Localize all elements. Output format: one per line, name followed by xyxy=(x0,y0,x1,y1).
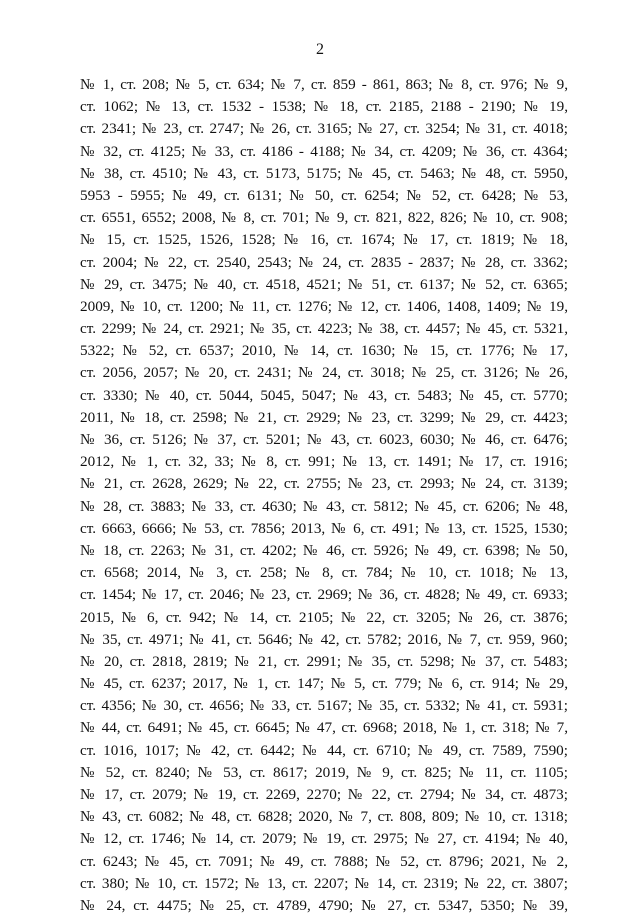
text-line: № 24, ст. 4475; № 25, ст. 4789, 4790; № 27, ст. 5347, 5350; № 39, xyxy=(80,896,568,914)
text-line: 5953 - 5955; № 49, ст. 6131; № 50, ст. 6254; № 52, ст. 6428; № 53, xyxy=(80,186,568,204)
text-line: 5322; № 52, ст. 6537; 2010, № 14, ст. 1630; № 15, ст. 1776; № 17, xyxy=(80,342,568,360)
text-line: ст. 380; № 10, ст. 1572; № 13, ст. 2207; № 14, ст. 2319; № 22, ст. 3807; xyxy=(80,874,568,892)
text-line: 2009, № 10, ст. 1200; № 11, ст. 1276; № 12, ст. 1406, 1408, 1409; № 19, xyxy=(80,297,568,315)
text-line: ст. 1062; № 13, ст. 1532 - 1538; № 18, ст. 2185, 2188 - 2190; № 19, xyxy=(80,98,568,116)
text-line: № 36, ст. 5126; № 37, ст. 5201; № 43, ст. 6023, 6030; № 46, ст. 6476; xyxy=(80,431,568,448)
text-line: № 45, ст. 6237; 2017, № 1, ст. 147; № 5, ст. 779; № 6, ст. 914; № 29, xyxy=(80,675,568,693)
text-line: № 15, ст. 1525, 1526, 1528; № 16, ст. 1674; № 17, ст. 1819; № 18, xyxy=(80,231,568,249)
text-line: № 21, ст. 2628, 2629; № 22, ст. 2755; № 23, ст. 2993; № 24, ст. 3139; xyxy=(80,475,568,493)
text-line: № 28, ст. 3883; № 33, ст. 4630; № 43, ст. 5812; № 45, ст. 6206; № 48, xyxy=(80,497,568,515)
text-line: № 12, ст. 1746; № 14, ст. 2079; № 19, ст. 2975; № 27, ст. 4194; № 40, xyxy=(80,830,568,848)
text-line: ст. 3330; № 40, ст. 5044, 5045, 5047; № 43, ст. 5483; № 45, ст. 5770; xyxy=(80,386,568,404)
text-line: № 20, ст. 2818, 2819; № 21, ст. 2991; № 35, ст. 5298; № 37, ст. 5483; xyxy=(80,652,568,670)
text-line: ст. 1016, 1017; № 42, ст. 6442; № 44, ст. 6710; № 49, ст. 7589, 7590; xyxy=(80,741,568,759)
text-line: № 35, ст. 4971; № 41, ст. 5646; № 42, ст. 5782; 2016, № 7, ст. 959, 960; xyxy=(80,630,568,648)
text-line: ст. 6551, 6552; 2008, № 8, ст. 701; № 9, ст. 821, 822, 826; № 10, ст. 908; xyxy=(80,209,568,227)
text-line: 2015, № 6, ст. 942; № 14, ст. 2105; № 22, ст. 3205; № 26, ст. 3876; xyxy=(80,608,568,626)
text-line: 2011, № 18, ст. 2598; № 21, ст. 2929; № 23, ст. 3299; № 29, ст. 4423; xyxy=(80,408,568,426)
text-line: 2012, № 1, ст. 32, 33; № 8, ст. 991; № 13, ст. 1491; № 17, ст. 1916; xyxy=(80,453,568,471)
text-line: ст. 4356; № 30, ст. 4656; № 33, ст. 5167; № 35, ст. 5332; № 41, ст. 5931; xyxy=(80,697,568,715)
page-number: 2 xyxy=(316,41,324,58)
text-line: № 18, ст. 2263; № 31, ст. 4202; № 46, ст. 5926; № 49, ст. 6398; № 50, xyxy=(80,541,568,559)
text-line: № 29, ст. 3475; № 40, ст. 4518, 4521; № 51, ст. 6137; № 52, ст. 6365; xyxy=(80,275,568,293)
text-line: ст. 2299; № 24, ст. 2921; № 35, ст. 4223; № 38, ст. 4457; № 45, ст. 5321, xyxy=(80,320,568,338)
text-line: № 17, ст. 2079; № 19, ст. 2269, 2270; № 22, ст. 2794; № 34, ст. 4873; xyxy=(80,786,568,803)
text-line: № 38, ст. 4510; № 43, ст. 5173, 5175; № 45, ст. 5463; № 48, ст. 5950, xyxy=(80,164,568,182)
text-line: ст. 6568; 2014, № 3, ст. 258; № 8, ст. 784; № 10, ст. 1018; № 13, xyxy=(80,564,568,582)
text-line: № 1, ст. 208; № 5, ст. 634; № 7, ст. 859 - 861, 863; № 8, ст. 976; № 9, xyxy=(80,76,568,93)
text-line: ст. 6243; № 45, ст. 7091; № 49, ст. 7888; № 52, ст. 8796; 2021, № 2, xyxy=(80,852,568,870)
text-line: ст. 2056, 2057; № 20, ст. 2431; № 24, ст. 3018; № 25, ст. 3126; № 26, xyxy=(80,364,568,382)
text-line: ст. 6663, 6666; № 53, ст. 7856; 2013, № 6, ст. 491; № 13, ст. 1525, 1530; xyxy=(80,519,568,537)
text-line: ст. 1454; № 17, ст. 2046; № 23, ст. 2969; № 36, ст. 4828; № 49, ст. 6933; xyxy=(80,586,568,604)
text-line: ст. 2341; № 23, ст. 2747; № 26, ст. 3165; № 27, ст. 3254; № 31, ст. 4018; xyxy=(80,120,568,138)
text-line: ст. 2004; № 22, ст. 2540, 2543; № 24, ст. 2835 - 2837; № 28, ст. 3362; xyxy=(80,253,568,271)
text-line: № 44, ст. 6491; № 45, ст. 6645; № 47, ст. 6968; 2018, № 1, ст. 318; № 7, xyxy=(80,719,568,737)
text-line: № 52, ст. 8240; № 53, ст. 8617; 2019, № 9, ст. 825; № 11, ст. 1105; xyxy=(80,763,568,781)
text-line: № 43, ст. 6082; № 48, ст. 6828; 2020, № 7, ст. 808, 809; № 10, ст. 1318; xyxy=(80,808,568,826)
body-text xyxy=(80,74,568,917)
text-line: № 32, ст. 4125; № 33, ст. 4186 - 4188; № 34, ст. 4209; № 36, ст. 4364; xyxy=(80,142,568,160)
